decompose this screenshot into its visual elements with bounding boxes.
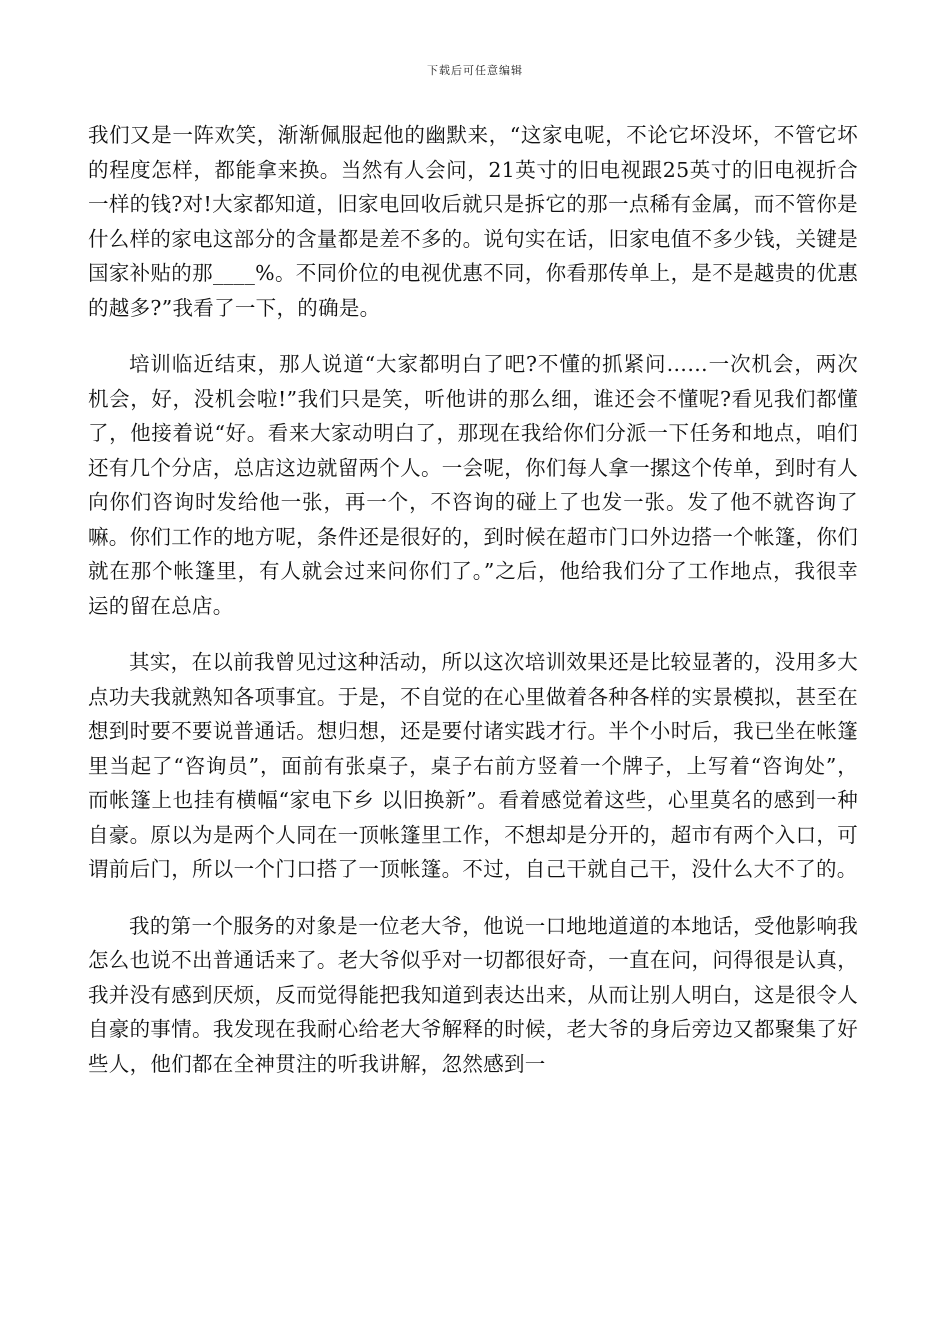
paragraph-4: 我的第一个服务的对象是一位老大爷，他说一口地地道道的本地话，受他影响我怎么也说不出普通话来了。老大爷似乎对一切都很好奇，一直在问，问得很是认真，我并没有感到厌烦，反而觉得能把我知道到表达出来，从而让别人明白，这是很令人自豪的事情。我发现在我耐心给老大爷解释的时候，老大爷的身后旁边又都聚集了好些人，他们都在全神贯注的听我讲解，忽然感到一 [88,913,858,1076]
document-body [88,118,858,1103]
paragraph-3: 其实，在以前我曾见过这种活动，所以这次培训效果还是比较显著的，没用多大点功夫我就熟知各项事宜。于是，不自觉的在心里做着各种各样的实景模拟，甚至在想到时要不要说普通话。想归想，还是要付诸实践才行。半个小时后，我已坐在帐篷里当起了“咨询员”，面前有张桌子，桌子右前方竖着一个牌子，上写着“咨询处”，而帐篷上也挂有横幅“家电下乡 以旧换新”。看着感觉着这些，心里莫名的感到一种自豪。原以为是两个人同在一顶帐篷里工作，不想却是分开的，超市有两个入口，可谓前后门，所以一个门口搭了一顶帐篷。不过，自己干就自己干，没什么大不了的。 [88,650,858,881]
paragraph-2: 培训临近结束，那人说道“大家都明白了吧?不懂的抓紧问……一次机会，两次机会，好，没机会啦!”我们只是笑，听他讲的那么细，谁还会不懂呢?看见我们都懂了，他接着说“好。看来大家动明白了，那现在我给你们分派一下任务和地点，咱们还有几个分店，总店这边就留两个人。一会呢，你们每人拿一摞这个传单，到时有人向你们咨询时发给他一张，再一个，不咨询的碰上了也发一张。发了他不就咨询了嘛。你们工作的地方呢，条件还是很好的，到时候在超市门口外边搭一个帐篷，你们就在那个帐篷里，有人就会过来问你们了。”之后，他给我们分了工作地点，我很幸运的留在总店。 [88,352,858,618]
paragraph-1: 我们又是一阵欢笑，渐渐佩服起他的幽默来，“这家电呢，不论它坏没坏，不管它坏的程度怎样，都能拿来换。当然有人会问，21英寸的旧电视跟25英寸的旧电视折合一样的钱?对!大家都知道，旧家电回收后就只是拆它的那一点稀有金属，而不管你是什么样的家电这部分的含量都是差不多的。说句实在话，旧家电值不多少钱，关键是国家补贴的那____%。不同价位的电视优惠不同，你看那传单上，是不是越贵的优惠的越多?”我看了一下，的确是。 [88,123,858,320]
page-header: 下载后可任意编辑 [427,64,523,77]
